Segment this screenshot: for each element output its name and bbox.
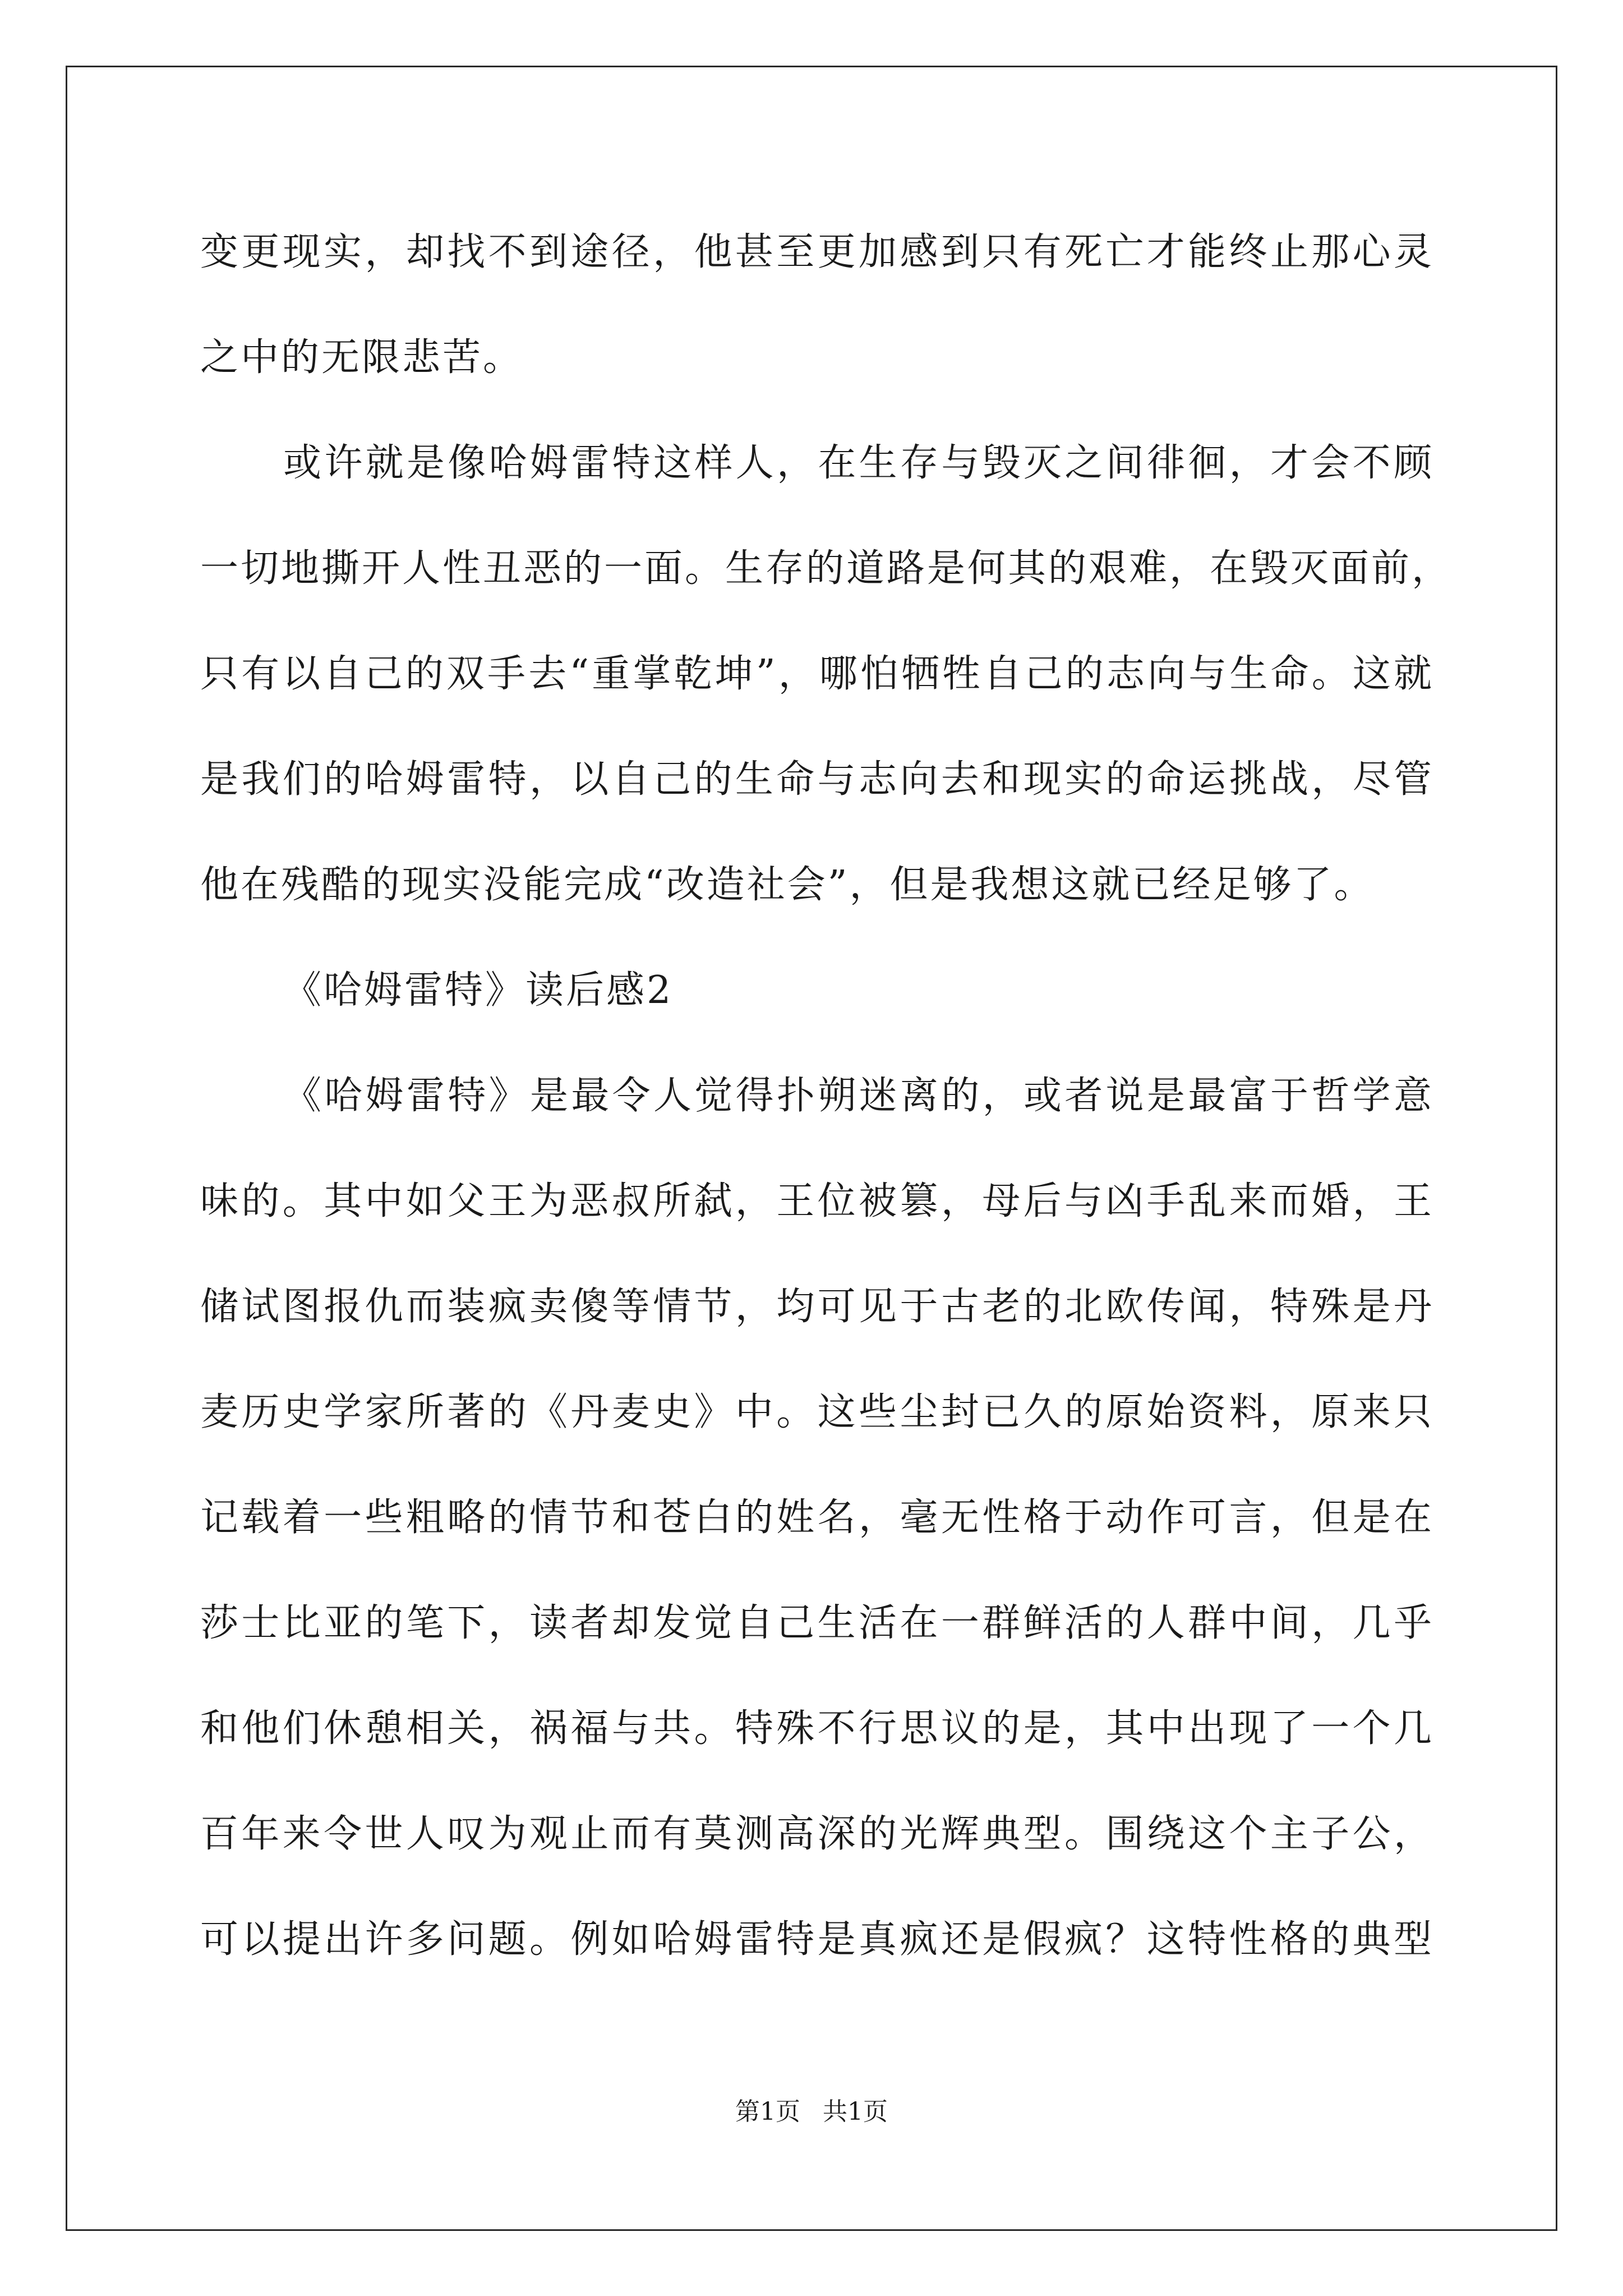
text-line: 可以提出许多问题。例如哈姆雷特是真疯还是假疯？这特性格的典型 xyxy=(200,1917,1434,1962)
text-line: 百年来令世人叹为观止而有莫测高深的光辉典型。围绕这个主子公， xyxy=(200,1812,1434,1856)
section-heading: 《哈姆雷特》读后感2 xyxy=(283,968,674,1013)
text-line: 味的。其中如父王为恶叔所弑，王位被篡，母后与凶手乱来而婚，王 xyxy=(200,1179,1434,1223)
text-line: 《哈姆雷特》是最令人觉得扑朔迷离的，或者说是最富于哲学意 xyxy=(283,1074,1434,1118)
text-line: 储试图报仇而装疯卖傻等情节，均可见于古老的北欧传闻，特殊是丹 xyxy=(200,1285,1434,1329)
text-line: 他在残酷的现实没能完成“改造社会”，但是我想这就已经足够了。 xyxy=(200,863,1375,907)
text-line: 记载着一些粗略的情节和苍白的姓名，毫无性格于动作可言，但是在 xyxy=(200,1496,1434,1540)
text-line: 和他们休憩相关，祸福与共。特殊不行思议的是，其中出现了一个几 xyxy=(200,1706,1434,1751)
page-footer xyxy=(0,2095,1623,2129)
text-line: 麦历史学家所著的《丹麦史》中。这些尘封已久的原始资料，原来只 xyxy=(200,1390,1434,1434)
text-line: 一切地撕开人性丑恶的一面。生存的道路是何其的艰难，在毁灭面前， xyxy=(200,546,1453,591)
text-line: 或许就是像哈姆雷特这样人，在生存与毁灭之间徘徊，才会不顾 xyxy=(283,441,1434,485)
text-line: 之中的无限悲苦。 xyxy=(200,335,524,380)
text-line: 变更现实，却找不到途径，他甚至更加感到只有死亡才能终止那心灵 xyxy=(200,230,1434,274)
document-body xyxy=(200,216,1453,2009)
page-number: 第1页 xyxy=(735,2097,800,2126)
text-line: 是我们的哈姆雷特，以自己的生命与志向去和现实的命运挑战，尽管 xyxy=(200,757,1434,802)
text-line: 只有以自己的双手去“重掌乾坤”，哪怕牺牲自己的志向与生命。这就 xyxy=(200,652,1434,696)
text-line: 莎士比亚的笔下，读者却发觉自己生活在一群鲜活的人群中间，几乎 xyxy=(200,1601,1434,1645)
page-total: 共1页 xyxy=(823,2097,888,2126)
